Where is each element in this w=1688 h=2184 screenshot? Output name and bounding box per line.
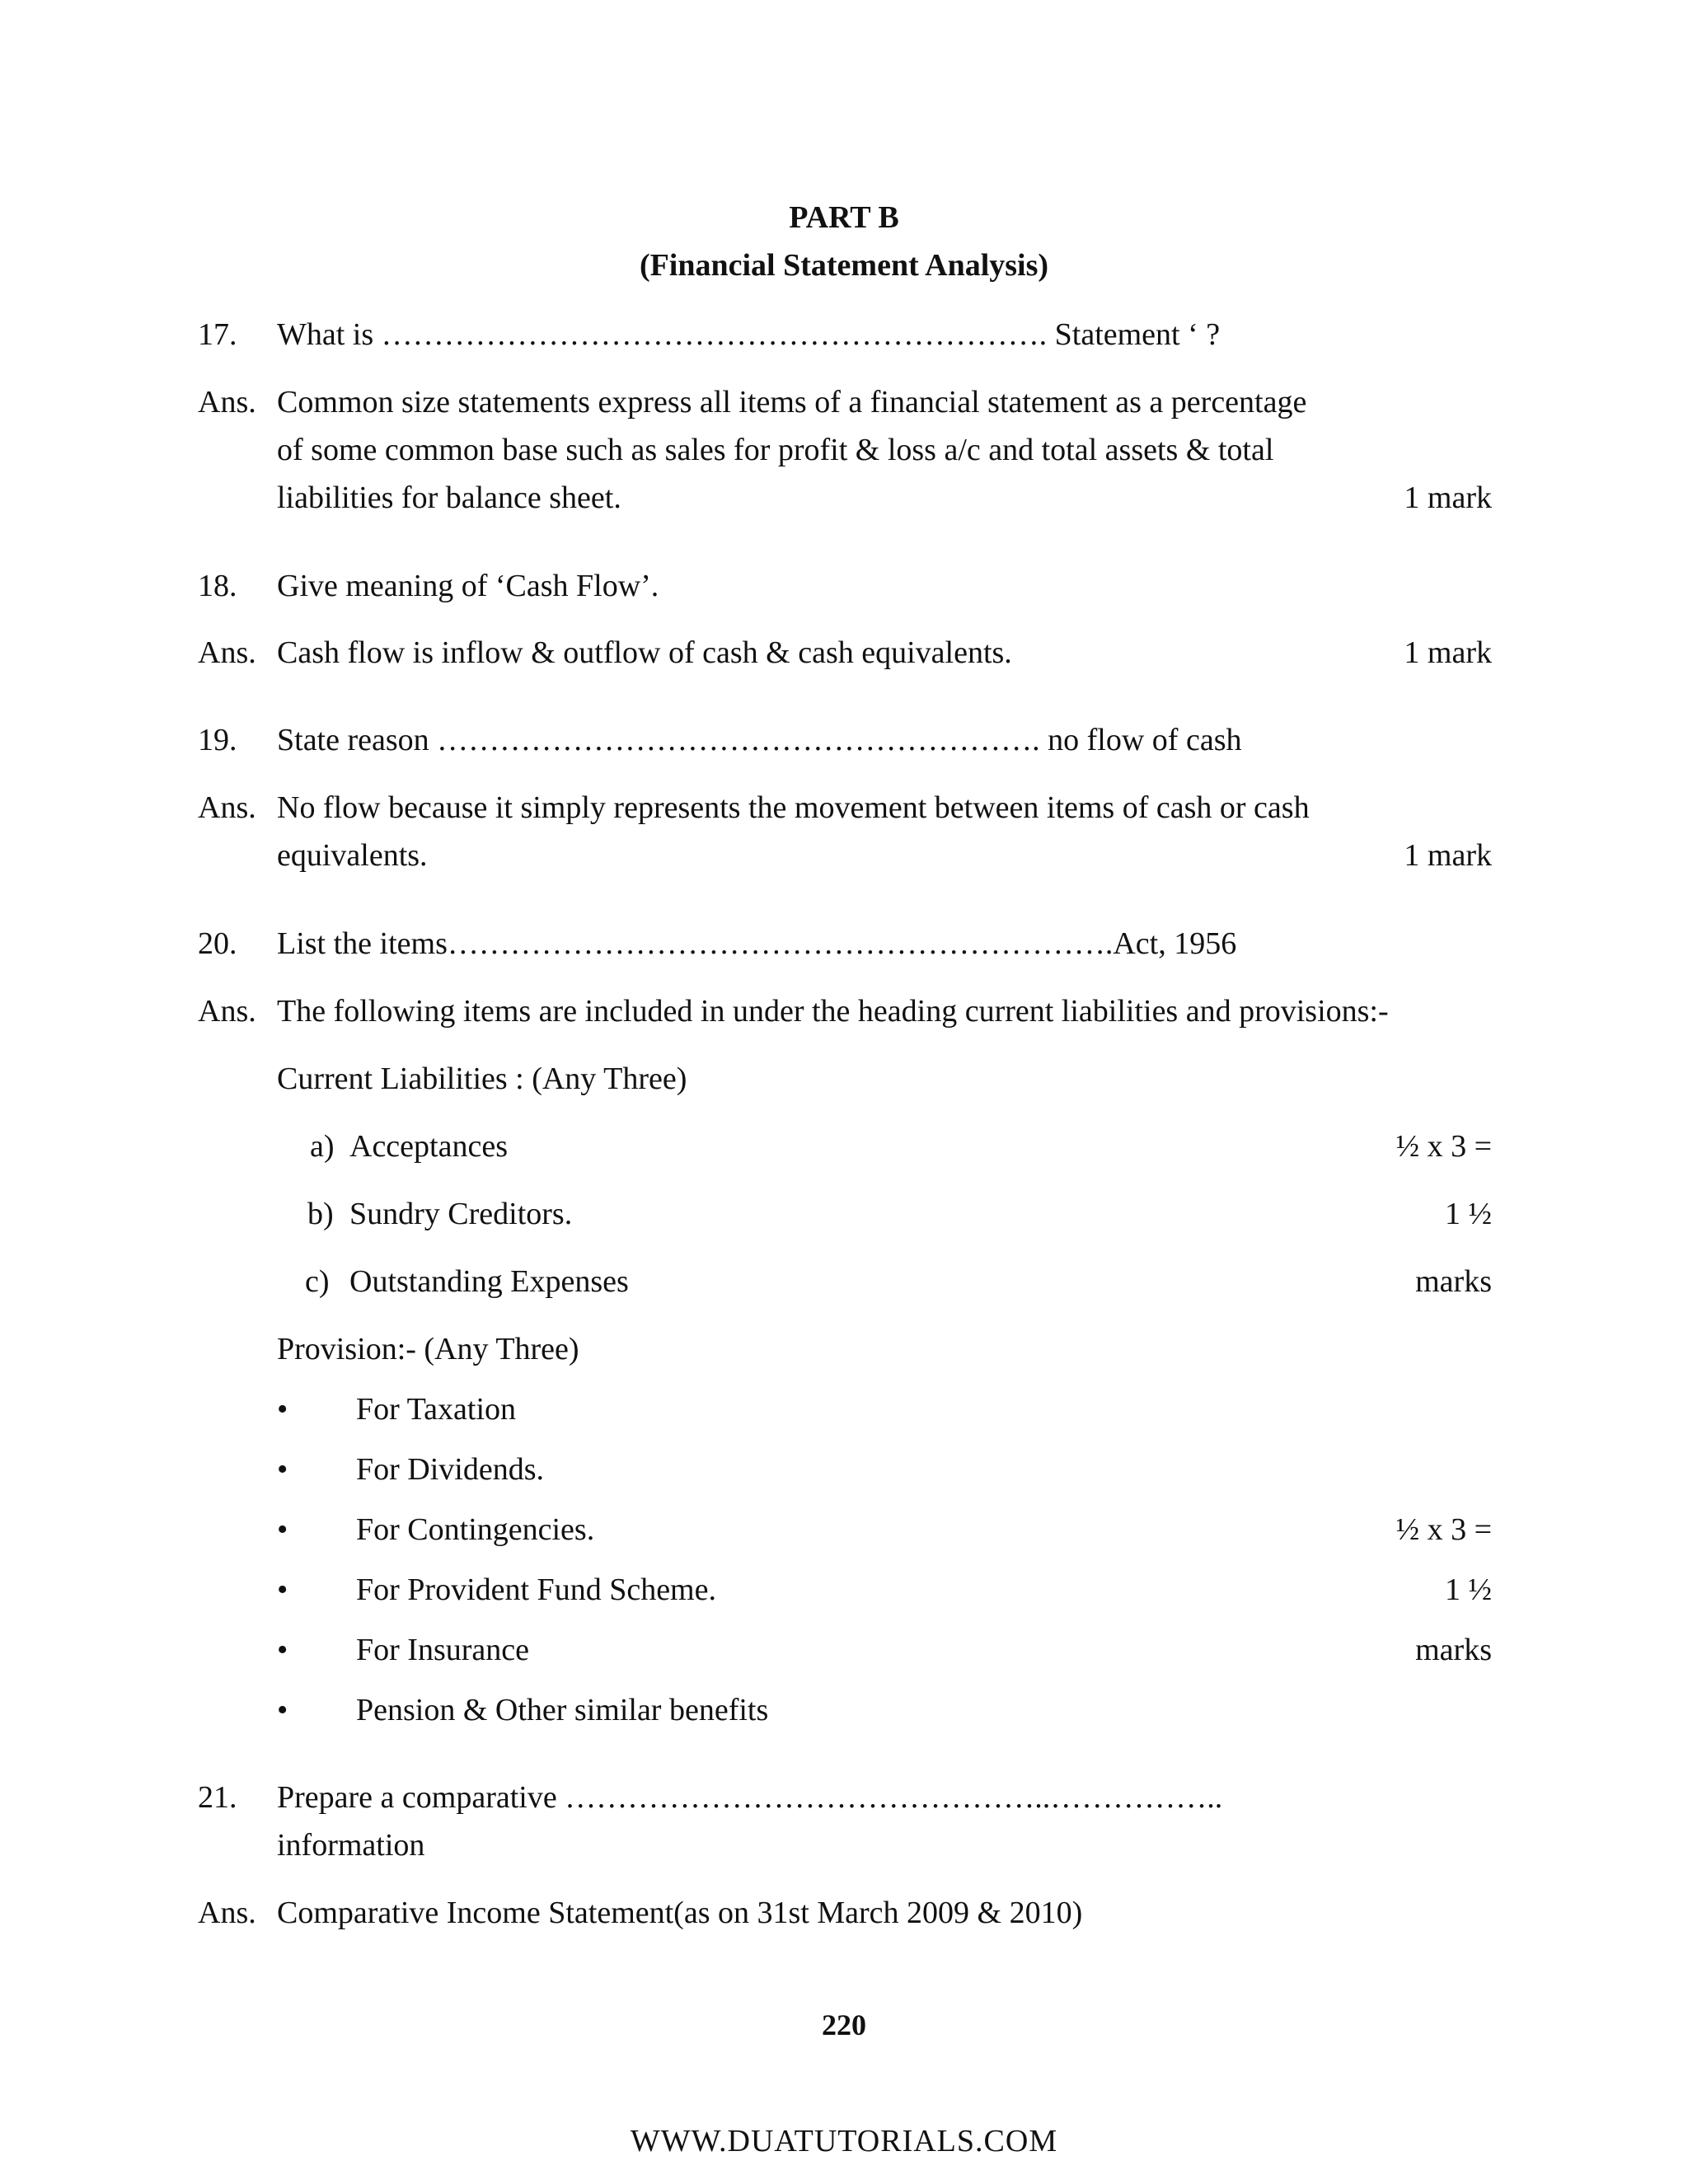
answer-label: Ans. <box>198 994 256 1029</box>
answer-text: of some common base such as sales for profit & loss a/c and total assets & total <box>277 433 1274 467</box>
answer-text: liabilities for balance sheet. <box>277 480 621 515</box>
answer-label: Ans. <box>198 790 256 825</box>
item-text: For Provident Fund Scheme. <box>356 1572 716 1607</box>
answer-label: Ans. <box>198 635 256 670</box>
answer-text: No flow because it simply represents the movement between items of cash or cash <box>277 790 1310 825</box>
question-text: Prepare a comparative ………………………………………..…………….. <box>277 1780 1223 1815</box>
provision-heading <box>198 1330 1492 1368</box>
question-text: information <box>277 1828 425 1863</box>
cl-item-acceptances <box>198 1127 1492 1165</box>
item-text: For Contingencies. <box>356 1512 595 1547</box>
question-21-line-2 <box>198 1826 1492 1864</box>
mark-label: 1 ½ <box>1445 1572 1492 1607</box>
answer-text: Cash flow is inflow & outflow of cash & cash equivalents. <box>277 635 1012 670</box>
mark-label: marks <box>1415 1633 1492 1667</box>
item-text: For Insurance <box>356 1633 529 1667</box>
mark-label: 1 mark <box>1404 480 1492 515</box>
answer-18 <box>198 634 1492 672</box>
answer-19-line-2 <box>198 837 1492 874</box>
prov-item-dividends <box>198 1451 1492 1488</box>
question-number: 21. <box>198 1780 237 1815</box>
item-label: b) <box>307 1197 334 1231</box>
answer-20 <box>198 992 1492 1030</box>
question-text: Give meaning of ‘Cash Flow’. <box>277 569 659 603</box>
bullet-icon: • <box>277 1572 288 1607</box>
answer-17-line-2 <box>198 431 1492 469</box>
question-18 <box>198 567 1492 605</box>
question-17 <box>198 316 1492 354</box>
bullet-icon: • <box>277 1392 288 1427</box>
current-liabilities-heading <box>198 1060 1492 1098</box>
answer-21 <box>198 1894 1492 1932</box>
prov-item-pension <box>198 1691 1492 1729</box>
question-text: State reason …………………………………………………. no flow of cash <box>277 723 1242 757</box>
bullet-icon: • <box>277 1633 288 1667</box>
prov-item-contingencies <box>198 1511 1492 1549</box>
section-heading: Provision:- (Any Three) <box>277 1332 579 1366</box>
question-number: 20. <box>198 926 237 961</box>
mark-label: ½ x 3 = <box>1395 1512 1492 1547</box>
item-label: a) <box>310 1129 335 1164</box>
cl-item-sundry-creditors <box>198 1195 1492 1233</box>
question-text: List the items……………………………………………………….Act, 1956 <box>277 926 1237 961</box>
answer-19-line-1 <box>198 789 1492 827</box>
prov-item-provident-fund <box>198 1571 1492 1609</box>
answer-text: The following items are included in under the heading current liabilities and provisions:- <box>277 994 1389 1029</box>
bullet-icon: • <box>277 1693 288 1727</box>
part-subtitle: (Financial Statement Analysis) <box>639 248 1049 283</box>
item-text: Acceptances <box>349 1129 508 1164</box>
mark-label: 1 mark <box>1404 635 1492 670</box>
answer-17-line-1 <box>198 383 1492 421</box>
item-label: c) <box>305 1264 330 1299</box>
question-number: 18. <box>198 569 237 603</box>
prov-item-insurance <box>198 1631 1492 1669</box>
answer-17-line-3 <box>198 479 1492 517</box>
answer-text: equivalents. <box>277 838 428 873</box>
question-20 <box>198 925 1492 963</box>
question-21-line-1 <box>198 1779 1492 1816</box>
answer-text: Common size statements express all items of a financial statement as a percentage <box>277 385 1307 419</box>
bullet-icon: • <box>277 1512 288 1547</box>
answer-label: Ans. <box>198 385 256 419</box>
item-text: For Taxation <box>356 1392 517 1427</box>
section-heading: Current Liabilities : (Any Three) <box>277 1062 687 1096</box>
mark-label: 1 mark <box>1404 838 1492 873</box>
question-number: 17. <box>198 317 237 352</box>
footer-website: WWW.DUATUTORIALS.COM <box>630 2124 1058 2158</box>
item-text: Outstanding Expenses <box>349 1264 629 1299</box>
question-19 <box>198 721 1492 759</box>
bullet-icon: • <box>277 1452 288 1487</box>
prov-item-taxation <box>198 1390 1492 1428</box>
part-title: PART B <box>789 200 899 235</box>
question-text: What is ………………………………………………………. Statement ‘ ? <box>277 317 1221 352</box>
mark-label: 1 ½ <box>1445 1197 1492 1231</box>
mark-label: ½ x 3 = <box>1395 1129 1492 1164</box>
cl-item-outstanding-expenses <box>198 1263 1492 1301</box>
item-text: Sundry Creditors. <box>349 1197 573 1231</box>
page-number: 220 <box>822 2008 866 2041</box>
item-text: For Dividends. <box>356 1452 544 1487</box>
item-text: Pension & Other similar benefits <box>356 1693 769 1727</box>
answer-label: Ans. <box>198 1896 256 1930</box>
question-number: 19. <box>198 723 237 757</box>
mark-label: marks <box>1415 1264 1492 1299</box>
answer-text: Comparative Income Statement(as on 31st March 2009 & 2010) <box>277 1896 1083 1930</box>
